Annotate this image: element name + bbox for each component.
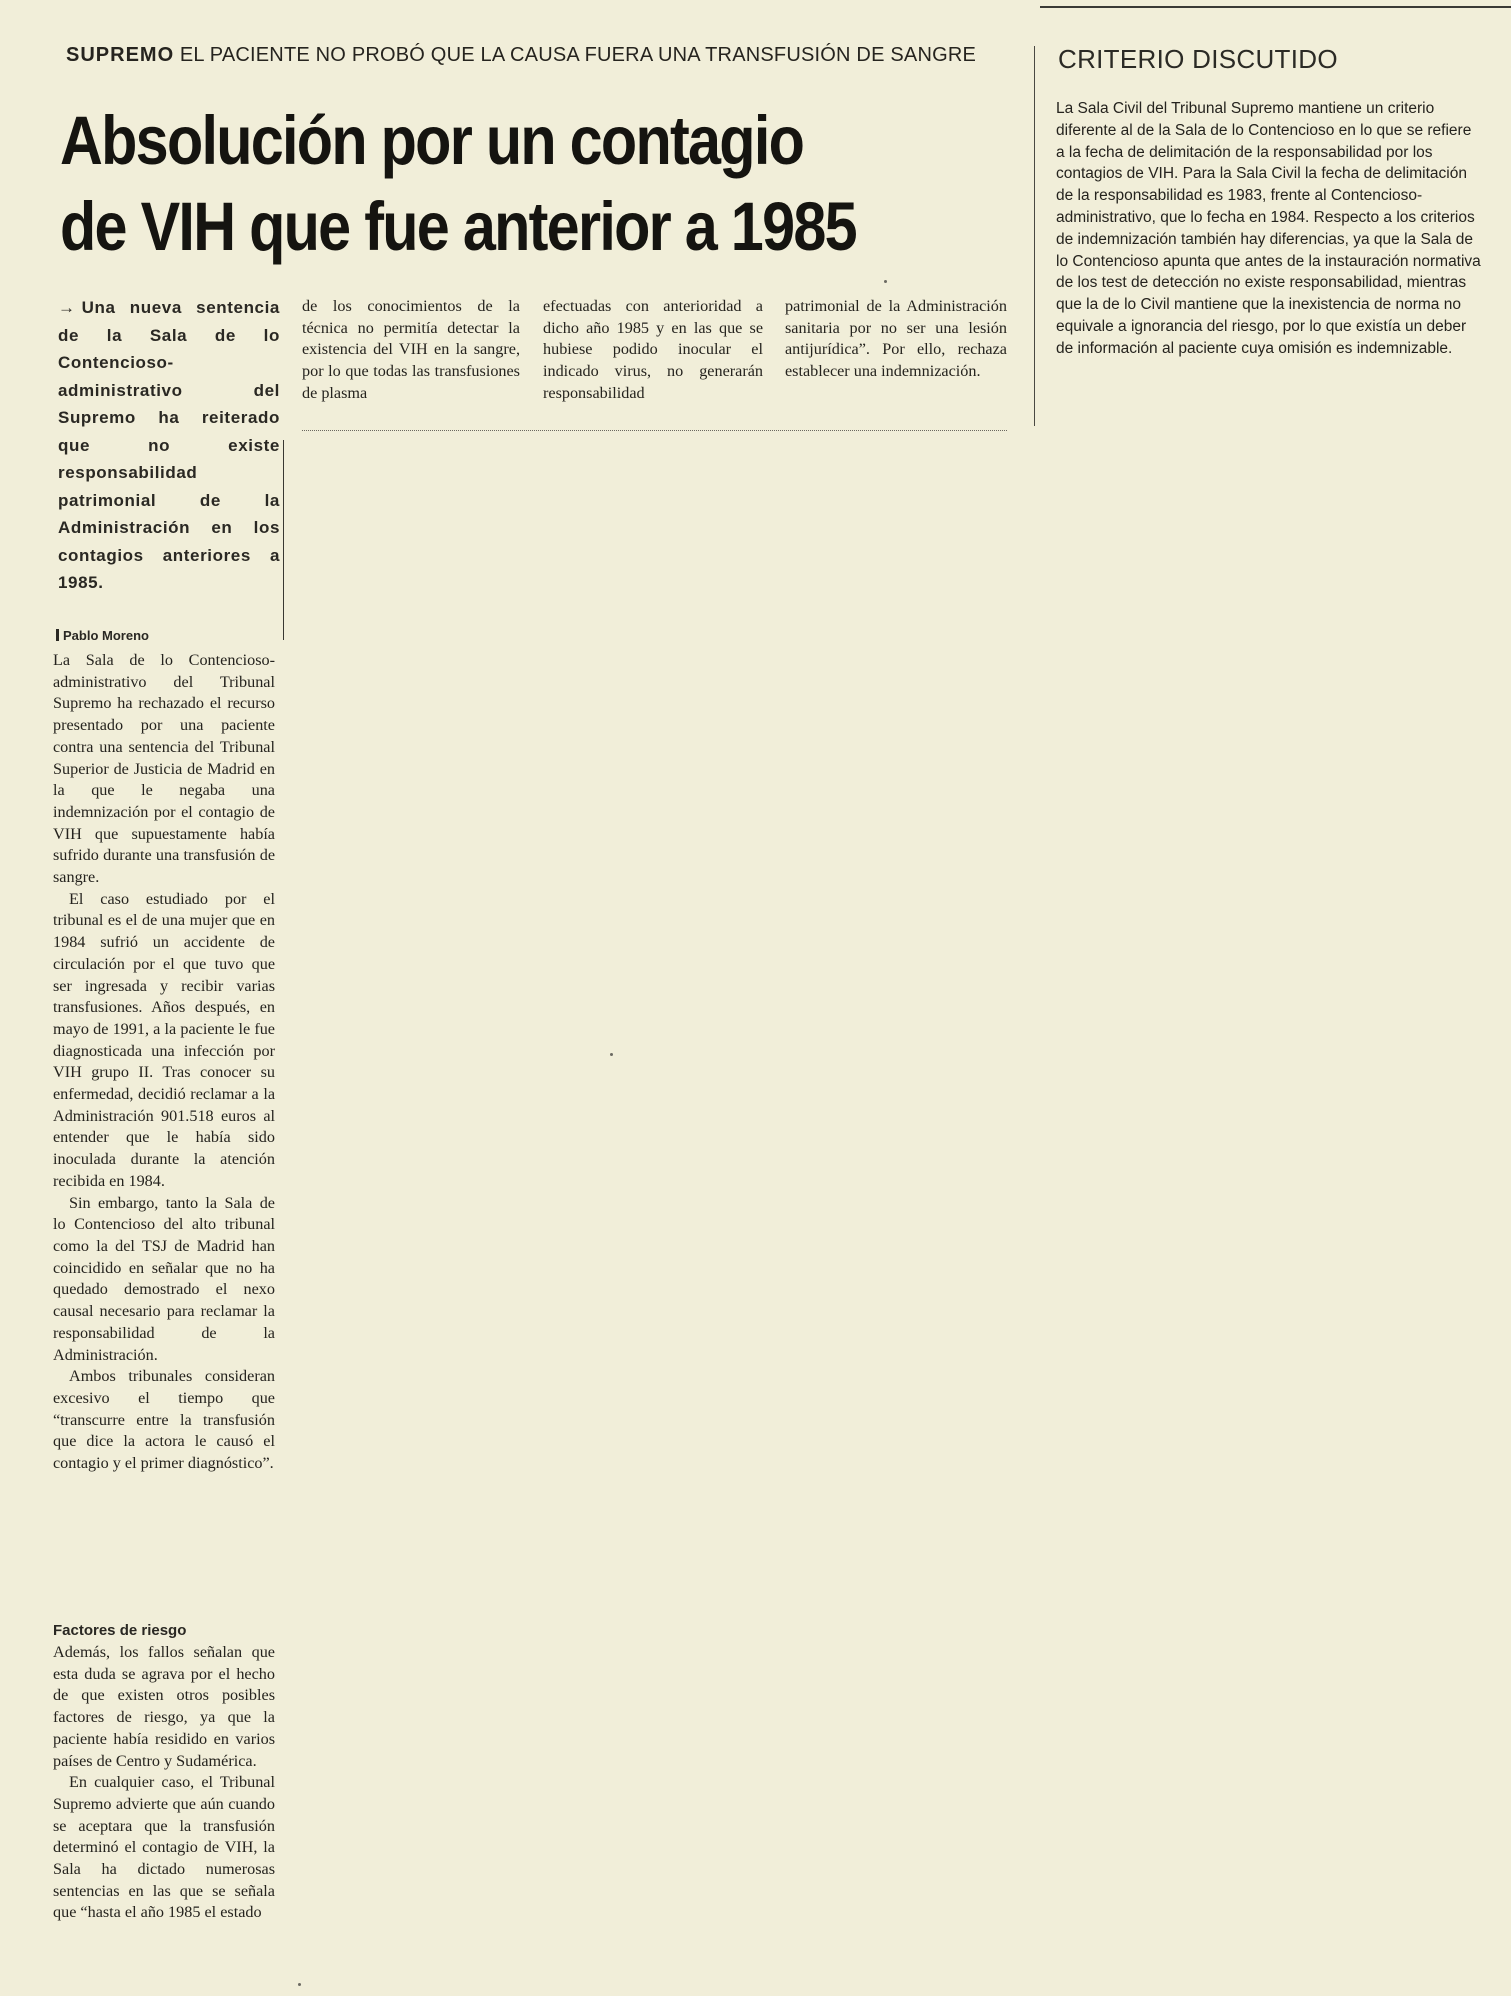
kicker-text: EL PACIENTE NO PROBÓ QUE LA CAUSA FUERA UNA TRANSFUSIÓN DE SANGRE: [179, 44, 977, 66]
body-column-a: de los conocimientos de la técnica no permitía detectar la existencia del VIH en la sangre, por lo que todas las transfusiones de plasma: [302, 297, 520, 402]
body-column-continued: [53, 1642, 275, 1924]
arrow-icon: →: [58, 298, 76, 317]
headline: [60, 98, 886, 270]
scan-speck: [298, 1983, 301, 1986]
sidebar-body: La Sala Civil del Tribunal Supremo mantiene un criterio diferente al de la Sala de lo Contencioso en lo que se refiere a la fecha de delimitación de la responsabilidad por los contagios de VIH. Para la Sala Civil la fecha de delimitación de la responsabilidad es 1983, frente al Contencioso-administrativo, que lo fecha en 1984. Respecto a los criterios de indemnización también hay diferencias, ya que la Sala de lo Contencioso apunta que antes de la instauración normativa de los test de detección no existe responsabilidad, mientras que la de lo Civil mantiene que la inexistencia de norma no equivale a ignorancia del riesgo, por lo que existía un deber de información al paciente cuya omisión es indemnizable.: [1056, 100, 1481, 357]
headline-line-2: de VIH que fue anterior a 1985: [60, 188, 856, 265]
body-paragraph: El caso estudiado por el tribunal es el de una mujer que en 1984 sufrió un accidente de circulación por el que tuvo que ser ingresada y recibir varias transfusiones. Años después, en mayo de 1991, a la paciente le fue diagnosticada una infección por VIH grupo II. Tras conocer su enfermedad, decidió reclamar a la Administración 901.518 euros al entender que le había sido inoculada durante la atención recibida en 1984.: [53, 889, 275, 1190]
kicker-keyword: SUPREMO: [66, 44, 175, 66]
body-column-c: patrimonial de la Administración sanitaria por no ser una lesión antijurídica”. Por ello, rechaza establecer una indemnización.: [785, 297, 1007, 381]
sidebar-title: CRITERIO DISCUTIDO: [1058, 44, 1338, 74]
body-paragraph: Ambos tribunales consideran excesivo el tiempo que “transcurre entre la transfusión que dice la actora le causó el contagio y el primer diagnóstico”.: [53, 1367, 275, 1473]
lead-rule: [283, 440, 284, 640]
byline-author: Pablo Moreno: [63, 628, 149, 643]
headline-line-1: Absolución por un contagio: [60, 102, 804, 179]
kicker: [66, 44, 976, 67]
body-column-main: [53, 650, 275, 1475]
column-divider: [1034, 46, 1035, 426]
scan-speck: [610, 1053, 613, 1056]
body-paragraph: Sin embargo, tanto la Sala de lo Contencioso del alto tribunal como la del TSJ de Madrid han coincidido en señalar que no ha quedado demostrado el nexo causal necesario para reclamar la responsabilidad de la Administración.: [53, 1193, 275, 1364]
column-bottom-rule: [302, 430, 1007, 431]
body-paragraph: En cualquier caso, el Tribunal Supremo advierte que aún cuando se aceptara que la transfusión determinó el contagio de VIH, la Sala ha dictado numerosas sentencias en las que se señala que “hasta el año 1985 el estado: [53, 1773, 275, 1922]
lead-paragraph: [58, 294, 280, 597]
subheading: Factores de riesgo: [53, 1622, 187, 1639]
scan-speck: [884, 280, 887, 283]
body-column-b: efectuadas con anterioridad a dicho año 1985 y en las que se hubiese podido inocular el indicado virus, no generarán responsabilidad: [543, 297, 763, 402]
body-paragraph: La Sala de lo Contencioso-administrativo del Tribunal Supremo ha rechazado el recurso presentado por una paciente contra una sentencia del Tribunal Superior de Justicia de Madrid en la que le negaba una indemnización por el contagio de VIH que supuestamente había sufrido durante una transfusión de sangre.: [53, 651, 275, 887]
scan-border-line: [1040, 6, 1511, 8]
byline-bar-icon: [56, 629, 59, 641]
lead-text: Una nueva sentencia de la Sala de lo Contencioso-administrativo del Supremo ha reiterado que no existe responsabilidad patrimonial de la Administración en los contagios anteriores a 1985.: [58, 298, 280, 592]
byline: [56, 628, 149, 643]
body-paragraph: Además, los fallos señalan que esta duda se agrava por el hecho de que existen otros posibles factores de riesgo, ya que la paciente había residido en varios países de Centro y Sudamérica.: [53, 1643, 275, 1770]
